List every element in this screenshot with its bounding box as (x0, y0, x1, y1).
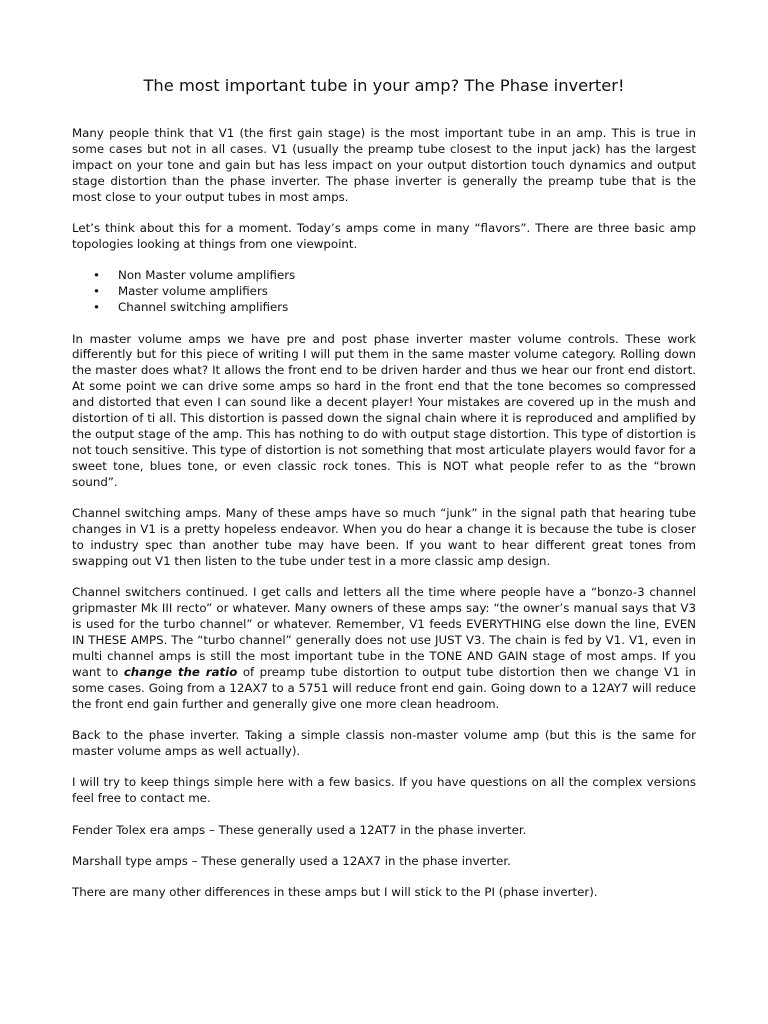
emphasis-text: change the ratio (123, 664, 238, 679)
list-item-text: Channel switching amplifiers (118, 300, 289, 315)
list-item (93, 300, 696, 316)
paragraph-text: Channel switchers continued. I get calls and letters all the time where people have a “bonzo-3 channel gripmaster Mk III recto” or whatever. Many owners of these amps say: “the owner’s manual says that V3 is used for the turbo channel” or whatever. Remember, V1 feeds EVERYTHING else down the line, EVEN IN THESE AMPS. The “turbo channel” generally does not use JUST V3. The chain is fed by V1. V1, even in multi channel amps is still the most important tube in the TONE AND GAIN stage of most amps. If you want to (72, 585, 696, 679)
paragraph-fender: Fender Tolex era amps – These generally used a 12AT7 in the phase inverter. (72, 822, 527, 837)
paragraph-topologies: Let’s think about this for a moment. Today’s amps come in many “flavors”. There are three basic amp topologies looking at things from one viewpoint. (72, 221, 696, 251)
document-title: The most important tube in your amp? The Phase inverter! (143, 76, 625, 95)
topology-list (72, 268, 696, 316)
list-item (93, 284, 696, 300)
list-item (93, 268, 696, 284)
paragraph-intro: Many people think that V1 (the first gain stage) is the most important tube in an amp. This is true in some cases but not in all cases. V1 (usually the preamp tube closest to the input jack) has the largest impact on your tone and gain but has less impact on your output distortion touch dynamics and output stage distortion than the phase inverter. The phase inverter is generally the preamp tube that is the most close to your output tubes in most amps. (72, 126, 696, 204)
bullet-icon: • (93, 300, 100, 315)
paragraph-master-volume: In master volume amps we have pre and post phase inverter master volume controls. These work differently but for this piece of writing I will put them in the same master volume category. Rolling down the master does what? It allows the front end to be driven harder and thus we hear our front end distort. At some point we can drive some amps so hard in the front end that the tone becomes so compressed and distorted that even I can sound like a decent player! Your mistakes are covered up in the mush and distortion of ti all. This distortion is passed down the signal chain where it is reproduced and amplified by the output stage of the amp. This has nothing to do with output stage distortion. This type of distortion is not touch sensitive. This type of distortion is not something that most articulate players would favor for a sweet tone, blues tone, or even classic rock tones. This is NOT what people refer to as the “brown sound”. (72, 331, 696, 489)
paragraph-channel-switchers-continued (72, 585, 696, 712)
paragraph-other-differences: There are many other differences in these amps but I will stick to the PI (phase inverter). (72, 885, 598, 900)
bullet-icon: • (93, 268, 100, 283)
list-item-text: Master volume amplifiers (118, 284, 268, 299)
paragraph-keep-simple: I will try to keep things simple here with a few basics. If you have questions on all the complex versions feel free to contact me. (72, 775, 696, 806)
paragraph-channel-switching: Channel switching amps. Many of these amps have so much “junk” in the signal path that hearing tube changes in V1 is a pretty hopeless endeavor. When you do hear a change it is because the tube is closer to industry spec than another tube may have been. If you want to hear different great tones from swapping out V1 then listen to the tube under test in a more classic amp design. (72, 506, 696, 568)
paragraph-back-to-pi: Back to the phase inverter. Taking a simple classis non-master volume amp (but this is the same for master volume amps as well actually). (72, 728, 696, 758)
bullet-icon: • (93, 284, 100, 299)
document-body (72, 126, 696, 901)
list-item-text: Non Master volume amplifiers (118, 268, 296, 283)
paragraph-marshall: Marshall type amps – These generally used a 12AX7 in the phase inverter. (72, 854, 511, 869)
paragraph-text: of preamp tube distortion to output tube distortion then we change V1 in some cases. Going from a 12AX7 to a 5751 will reduce front end gain. Going down to a 12AY7 will reduce the front end gain further and generally give one more clean headroom. (72, 664, 697, 711)
